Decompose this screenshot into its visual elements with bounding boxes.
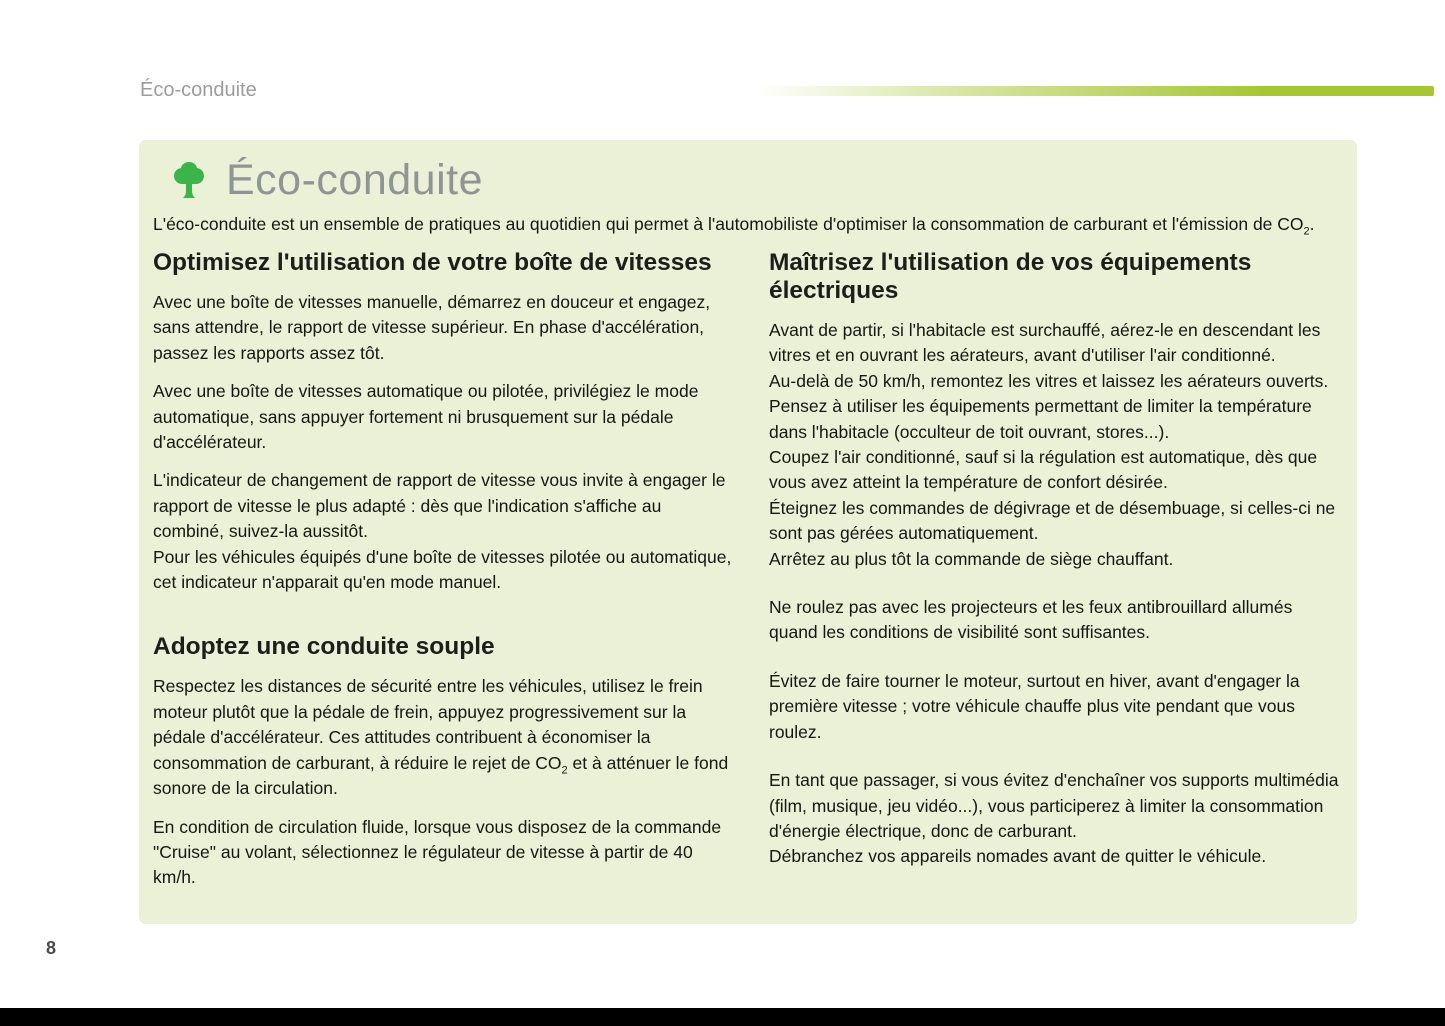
- paragraph-engine-warmup: Évitez de faire tourner le moteur, surtout en hiver, avant d'engager la première vitesse ; votre véhicule chauffe plus vite pendant que vous roulez.: [769, 670, 1300, 742]
- paragraph-ventilate-cabin: Avant de partir, si l'habitacle est surchauffé, aérez-le en descendant les vitres et en ouvrant les aérateurs, avant d'utiliser l'air conditionné.: [769, 320, 1321, 366]
- right-column: [769, 249, 1341, 891]
- paragraph-switch-off-ac: Coupez l'air conditionné, sauf si la régulation est automatique, dès que vous avez atteint la température de confort désirée.: [769, 447, 1318, 493]
- co2-subscript: 2: [1303, 225, 1310, 238]
- section-heading-smooth-driving: Adoptez une conduite souple: [153, 633, 495, 661]
- intro-text-post: .: [1309, 214, 1315, 234]
- paragraph-switch-off-demist: Éteignez les commandes de dégivrage et de désembuage, si celles-ci ne sont pas gérées automatiquement.: [769, 497, 1336, 544]
- co2-subscript: 2: [561, 764, 568, 777]
- footer-bar: [0, 1008, 1445, 1026]
- paragraph-smooth-driving: [153, 674, 735, 801]
- header-accent-bar: [756, 86, 1434, 96]
- panel-title-row: [172, 154, 1344, 206]
- page-number: 8: [46, 938, 57, 958]
- paragraph-headlamps: Ne roulez pas avec les projecteurs et les feux antibrouillard allumés quand les conditions de visibilité sont suffisantes.: [769, 597, 1293, 643]
- left-column: [153, 249, 735, 891]
- paragraph-unplug-devices: Débranchez vos appareils nomades avant de quitter le véhicule.: [769, 846, 1267, 867]
- paragraph-automatic-gearbox: Avec une boîte de vitesses automatique ou pilotée, privilégiez le mode automatique, sans appuyer fortement ni brusquement sur la pédale d'accélérateur.: [153, 381, 699, 453]
- section-heading-gearbox: Optimisez l'utilisation de votre boîte de vitesses: [153, 249, 712, 276]
- paragraph-limit-temperature: Pensez à utiliser les équipements permettant de limiter la température dans l'habitacle (occulteur de toit ouvrant, stores...).: [769, 396, 1312, 442]
- panel-title: Éco-conduite: [226, 155, 483, 204]
- paragraph-manual-gearbox: Avec une boîte de vitesses manuelle, démarrez en douceur et engagez, sans attendre, le rapport de vitesse supérieur. En phase d'accélération, passez les rapports assez tôt.: [153, 292, 711, 363]
- page-header-title: Éco-conduite: [140, 79, 257, 101]
- section-heading-electrical: Maîtrisez l'utilisation de vos équipements électriques: [769, 249, 1252, 304]
- intro-text: [153, 212, 1333, 237]
- paragraph-close-windows: Au-delà de 50 km/h, remontez les vitres et laissez les aérateurs ouverts.: [769, 370, 1329, 391]
- paragraph-cruise-control: En condition de circulation fluide, lorsque vous disposez de la commande "Cruise" au volant, sélectionnez le régulateur de vitesse à partir de 40 km/h.: [153, 816, 722, 888]
- smooth-para-post: et à atténuer le fond sonore de la circulation.: [153, 752, 729, 799]
- paragraph-multimedia: En tant que passager, si vous évitez d'enchaîner vos supports multimédia (film, musique, jeu vidéo...), vous participerez à limiter la consommation d'énergie électrique, donc de carburant.: [769, 770, 1339, 841]
- tree-icon: [172, 161, 206, 199]
- intro-text-pre: L'éco-conduite est un ensemble de pratiques au quotidien qui permet à l'automobiliste d'optimiser la consommation de carburant et l'émission de CO: [153, 214, 1304, 234]
- paragraph-gearshift-indicator: L'indicateur de changement de rapport de vitesse vous invite à engager le rapport de vitesse le plus adapté : dès que l'indication s'affiche au combiné, suivez-la aussitôt.: [153, 470, 726, 542]
- paragraph-gearshift-indicator-note: Pour les véhicules équipés d'une boîte de vitesses pilotée ou automatique, cet indicateur n'apparait qu'en mode manuel.: [153, 546, 732, 593]
- paragraph-heated-seat: Arrêtez au plus tôt la commande de siège chauffant.: [769, 548, 1174, 569]
- smooth-para-pre: Respectez les distances de sécurité entre les véhicules, utilisez le frein moteur plutôt que la pédale de frein, appuyez progressivement sur la pédale d'accélérateur. Ces attitudes contribuent à économiser la consommation de carburant, à réduire le rejet de CO: [153, 676, 703, 773]
- two-column-layout: [152, 249, 1344, 891]
- eco-driving-panel: [139, 140, 1357, 924]
